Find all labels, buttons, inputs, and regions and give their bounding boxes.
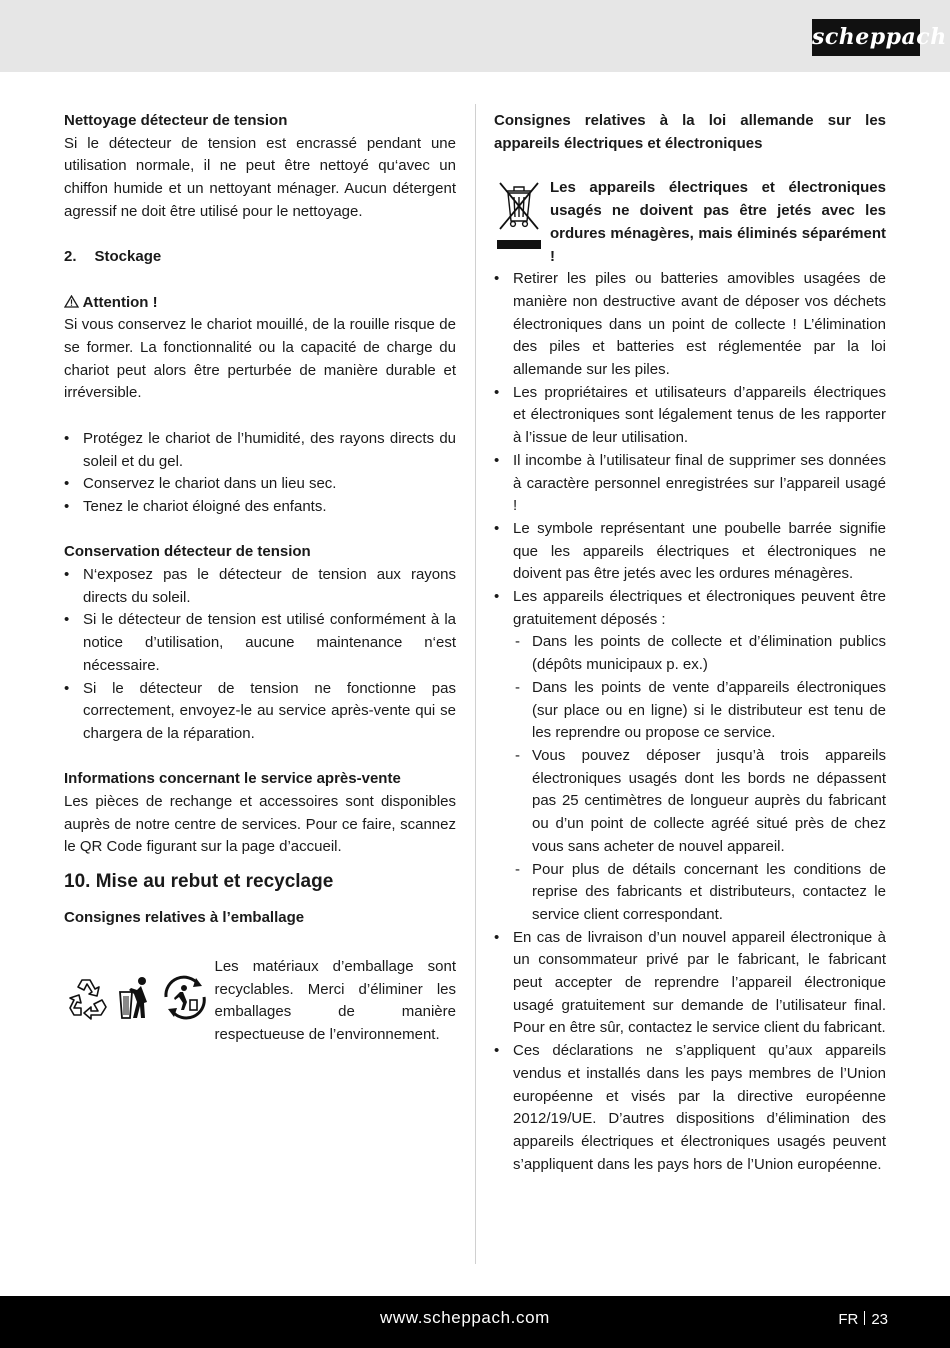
recycle-person-icon	[160, 974, 210, 1028]
list-item: • Si le détecteur de tension est utilisé conformément à la notice d’utilisation, aucune maintenance n‘est nécessaire.	[64, 609, 456, 677]
storage-number: 2.	[64, 248, 77, 266]
website-link[interactable]: www.scheppach.com	[380, 1308, 550, 1327]
attention-title: Attention !	[82, 293, 158, 311]
storage-title: Stockage	[94, 248, 162, 266]
conservation-list	[64, 564, 456, 746]
weee-block	[494, 177, 886, 268]
law-heading: Consignes relatives à la loi allemande sur les appareils électriques et électroniques	[494, 112, 886, 152]
sub-list-item: - Vous pouvez déposer jusqu’à trois appareils électroniques usagés dont les bords ne dépassent pas 25 centimètres de longueur auprès du fabricant ou d’un point de collecte agréé situé près de chez vous sans acheter de nouvel appareil.	[513, 745, 886, 859]
packaging-heading: Consignes relatives à l’emballage	[64, 909, 305, 927]
section-heading: 10. Mise au rebut et recyclage	[64, 871, 334, 893]
sub-list-item: - Dans les points de collecte et d’élimination publics (dépôts municipaux p. ex.)	[513, 631, 886, 676]
list-item: • Il incombe à l’utilisateur final de supprimer ses données à caractère personnel enregistrées sur l’appareil usagé !	[494, 450, 886, 518]
list-item: • Si le détecteur de tension ne fonctionne pas correctement, envoyez-le au service après-vente qui se chargera de la réparation.	[64, 678, 456, 746]
list-item: • Protégez le chariot de l’humidité, des rayons directs du soleil et du gel.	[64, 428, 456, 473]
list-item: • Retirer les piles ou batteries amovibles usagées de manière non destructive avant de déposer vos déchets électroniques dans un point de collecte ! L’élimination des piles et batteries est réglementée par la loi allemande sur les piles.	[494, 268, 886, 382]
list-item: • N‘exposez pas le détecteur de tension aux rayons directs du soleil.	[64, 564, 456, 609]
page-number: 23	[871, 1311, 888, 1328]
weee-notice: Les appareils électriques et électroniques usagés ne doivent pas être jetés avec les ordures ménagères, mais éliminés séparément !	[550, 179, 886, 265]
tidyman-bin-icon	[117, 974, 155, 1028]
cleaning-paragraph: Si le détecteur de tension est encrassé pendant une utilisation normale, il ne peut être nettoyé qu‘avec un chiffon humide et un nettoyant ménager. Aucun détergent agressif ne doit être utilisé pour le nettoyage.	[64, 134, 456, 220]
crossed-bin-icon	[494, 177, 550, 268]
attention-heading	[64, 292, 456, 315]
right-column	[494, 110, 886, 1176]
list-item: • Ces déclarations ne s’appliquent qu’aux appareils vendus et installés dans les pays membres de l’Union européenne et visés par la directive européenne 2012/19/UE. D’autres dispositions d’élimination des appareils électriques et électroniques usagés peuvent s’appliquent dans les pays hors de l’Union européenne.	[494, 1040, 886, 1176]
cleaning-heading: Nettoyage détecteur de tension	[64, 112, 288, 129]
language-code: FR	[838, 1311, 859, 1328]
conservation-heading: Conservation détecteur de tension	[64, 543, 311, 561]
packaging-paragraph: Les matériaux d’emballage sont recyclables. Merci d’éliminer les emballages de manière respectueuse de l’environnement.	[214, 957, 456, 1043]
warning-icon	[64, 294, 79, 311]
footer-bar	[0, 1296, 950, 1348]
service-paragraph: Les pièces de rechange et accessoires sont disponibles auprès de notre centre de services. Pour ce faire, scannez le QR Code figurant sur la page d’accueil.	[64, 793, 456, 856]
list-item	[494, 586, 886, 927]
packaging-block	[64, 956, 456, 1047]
attention-paragraph: Si vous conservez le chariot mouillé, de la rouille risque de se former. La fonctionnalité ou la capacité de charge du chariot peut alors être perturbée de manière durable et irréversible.	[64, 316, 456, 402]
list-item: • Conservez le chariot dans un lieu sec.	[64, 473, 456, 496]
list-item-text: Les appareils électriques et électroniques peuvent être gratuitement déposés :	[513, 588, 886, 628]
storage-list	[64, 428, 456, 519]
service-heading: Informations concernant le service après-vente	[64, 770, 401, 788]
recycling-icon	[64, 974, 112, 1028]
brand-logo: scheppach	[812, 19, 920, 56]
collection-sublist	[513, 631, 886, 926]
packaging-icons	[64, 956, 214, 1047]
list-item: • En cas de livraison d’un nouvel appareil électronique à un consommateur privé par le fabricant, le fabricant peut accepter de reprendre l’appareil électronique usagé gratuitement sur demande de l’utilisateur final. Pour en être sûr, contactez le service client du fabricant.	[494, 927, 886, 1041]
page-indicator	[838, 1309, 888, 1332]
left-column	[64, 110, 456, 1047]
disposal-list	[494, 268, 886, 1176]
list-item: • Tenez le chariot éloigné des enfants.	[64, 496, 456, 519]
header-bar	[0, 0, 950, 72]
list-item: • Les propriétaires et utilisateurs d’appareils électriques et électroniques sont légalement tenus de les rapporter à l’issue de leur utilisation.	[494, 382, 886, 450]
column-divider	[475, 104, 476, 1264]
list-item: • Le symbole représentant une poubelle barrée signifie que les appareils électriques et électroniques ne doivent pas être jetés avec les ordures ménagères.	[494, 518, 886, 586]
storage-heading	[64, 246, 456, 269]
sub-list-item: - Pour plus de détails concernant les conditions de reprise des fabricants et distributeurs, contactez le service client correspondant.	[513, 859, 886, 927]
sub-list-item: - Dans les points de vente d’appareils électroniques (sur place ou en ligne) si le distributeur est tenu de les reprendre ou propose ce service.	[513, 677, 886, 745]
